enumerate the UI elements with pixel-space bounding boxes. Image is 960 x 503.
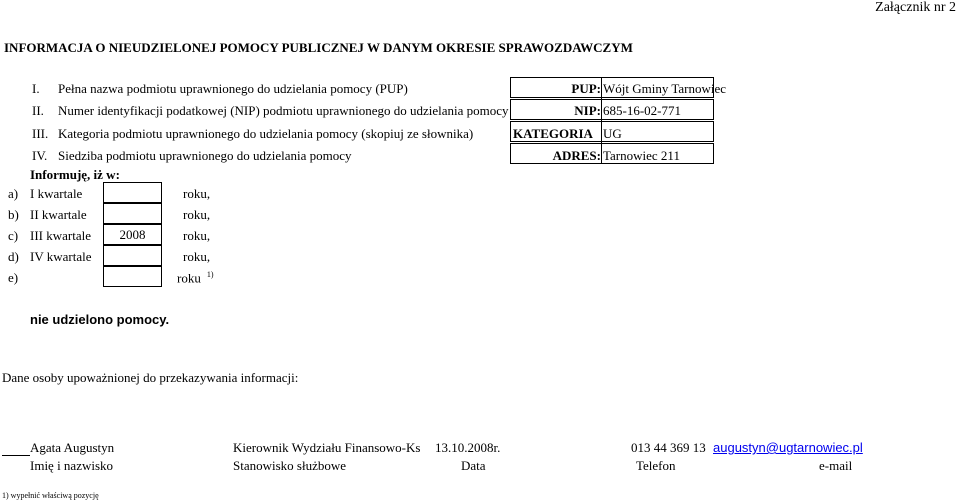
quarter-letter-e: e) — [8, 270, 19, 285]
section-num-2: II. — [32, 103, 44, 118]
section-text-3: Kategoria podmiotu uprawnionego do udzielania pomocy (skopiuj ze słownika) — [58, 126, 474, 141]
authorized-name[interactable]: Agata Augustyn — [30, 440, 115, 455]
adres-field-value[interactable]: Tarnowiec 211 — [603, 148, 680, 163]
attachment-label: Załącznik nr 2 — [875, 0, 956, 15]
quarter-label-2: II kwartale — [30, 207, 87, 222]
footnote: 1) wypełnić właściwą pozycję — [2, 491, 99, 500]
footnote-marker: 1) — [206, 270, 214, 279]
quarter-suffix-1: roku, — [183, 186, 211, 201]
adres-field-label: ADRES: — [552, 148, 601, 163]
quarter-input-3[interactable]: 2008 — [103, 224, 162, 245]
field-separator — [601, 77, 602, 164]
quarter-suffix-2: roku, — [183, 207, 211, 222]
quarter-label-1: I kwartale — [30, 186, 83, 201]
nip-field-value[interactable]: 685-16-02-771 — [603, 103, 681, 118]
quarter-letter-b: b) — [8, 207, 19, 222]
section-num-4: IV. — [32, 148, 48, 163]
kategoria-field-value[interactable]: UG — [603, 126, 622, 141]
year-suffix — [177, 270, 214, 286]
authorized-date[interactable]: 13.10.2008r. — [435, 440, 501, 455]
label-email: e-mail — [819, 458, 853, 473]
nip-field-label: NIP: — [574, 103, 601, 118]
name-underline — [2, 455, 30, 456]
quarter-suffix-4: roku, — [183, 249, 211, 264]
section-num-1: I. — [32, 81, 40, 96]
section-text-1: Pełna nazwa podmiotu uprawnionego do udzielania pomocy (PUP) — [58, 81, 408, 96]
quarter-letter-a: a) — [8, 186, 19, 201]
conclusion-text: nie udzielono pomocy. — [30, 312, 170, 327]
quarter-suffix-3: roku, — [183, 228, 211, 243]
year-input[interactable] — [103, 266, 162, 287]
quarter-label-3: III kwartale — [30, 228, 91, 243]
quarter-label-4: IV kwartale — [30, 249, 92, 264]
document-title: INFORMACJA O NIEUDZIELONEJ POMOCY PUBLICZNEJ W DANYM OKRESIE SPRAWOZDAWCZYM — [4, 40, 633, 55]
section-text-2: Numer identyfikacji podatkowej (NIP) podmiotu uprawnionego do udzielania pomocy — [58, 103, 509, 118]
authorized-email-link[interactable]: augustyn@ugtarnowiec.pl — [713, 440, 863, 455]
inform-heading: Informuję, iż w: — [30, 167, 120, 182]
label-phone: Telefon — [636, 458, 676, 473]
authorized-heading: Dane osoby upoważnionej do przekazywania informacji: — [2, 370, 299, 385]
label-position: Stanowisko służbowe — [233, 458, 347, 473]
quarter-input-4[interactable] — [103, 245, 162, 266]
pup-field-label: PUP: — [571, 81, 601, 96]
quarter-input-2[interactable] — [103, 203, 162, 224]
authorized-phone[interactable]: 013 44 369 13 — [631, 440, 706, 455]
authorized-position[interactable]: Kierownik Wydziału Finansowo-Ks — [233, 440, 421, 455]
section-text-4: Siedziba podmiotu uprawnionego do udzielania pomocy — [58, 148, 352, 163]
pup-field-value[interactable]: Wójt Gminy Tarnowiec — [603, 81, 727, 96]
section-num-3: III. — [32, 126, 49, 141]
label-name: Imię i nazwisko — [30, 458, 114, 473]
label-date: Data — [461, 458, 486, 473]
year-suffix-text: roku — [177, 270, 201, 286]
quarter-letter-c: c) — [8, 228, 19, 243]
kategoria-field-label: KATEGORIA — [513, 126, 593, 141]
quarter-letter-d: d) — [8, 249, 19, 264]
quarter-input-1[interactable] — [103, 182, 162, 203]
